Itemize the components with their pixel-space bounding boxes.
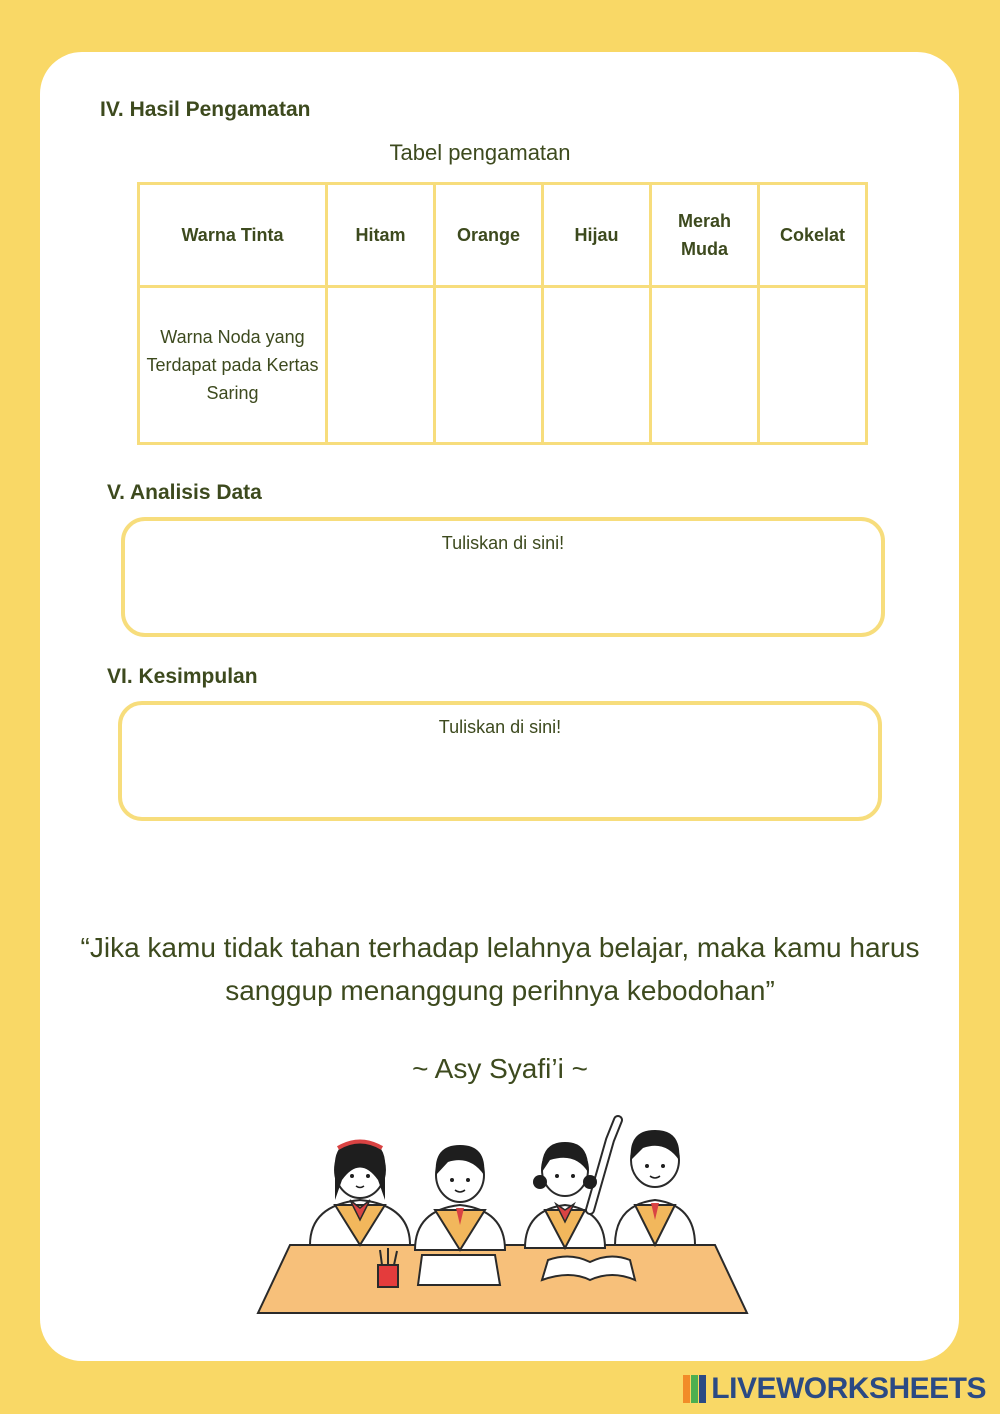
section-heading-hasil-pengamatan: IV. Hasil Pengamatan <box>100 98 311 121</box>
answer-cell-orange[interactable] <box>435 287 543 444</box>
liveworksheets-brand[interactable] <box>683 1372 986 1406</box>
quote-text: “Jika kamu tidak tahan terhadap lelahnya belajar, maka kamu harus sanggup menanggung perihnya kebodohan” <box>80 932 920 1006</box>
answer-cell-cokelat[interactable] <box>759 287 867 444</box>
student-boy-center-left-icon <box>415 1145 505 1250</box>
table-row <box>139 287 867 444</box>
answer-cell-hijau[interactable] <box>543 287 651 444</box>
section-heading-kesimpulan: VI. Kesimpulan <box>107 665 258 688</box>
table-header-orange: Orange <box>435 184 543 287</box>
student-girl-left-icon <box>310 1140 410 1245</box>
students-illustration <box>250 1100 750 1315</box>
brand-name: LIVEWORKSHEETS <box>711 1372 986 1405</box>
student-boy-right-icon <box>615 1130 695 1245</box>
analisis-data-input[interactable] <box>141 565 865 621</box>
student-girl-raising-hand-icon <box>525 1120 618 1248</box>
analisis-data-hint: Tuliskan di sini! <box>441 533 565 553</box>
kesimpulan-input[interactable] <box>138 749 862 805</box>
table-header-hitam: Hitam <box>327 184 435 287</box>
observation-table <box>137 182 868 445</box>
answer-cell-hitam[interactable] <box>327 287 435 444</box>
kesimpulan-answer-box[interactable] <box>118 701 882 821</box>
table-header-row <box>139 184 867 287</box>
liveworksheets-logo-icon <box>683 1375 707 1403</box>
table-row-label: Warna Noda yang Terdapat pada Kertas Saring <box>139 287 327 444</box>
table-header-hijau: Hijau <box>543 184 651 287</box>
table-header-ink-color: Warna Tinta <box>139 184 327 287</box>
answer-cell-merah-muda[interactable] <box>651 287 759 444</box>
kesimpulan-hint: Tuliskan di sini! <box>438 717 562 737</box>
table-header-cokelat: Cokelat <box>759 184 867 287</box>
table-header-merah-muda: Merah Muda <box>651 184 759 287</box>
section-heading-analisis-data: V. Analisis Data <box>107 481 262 504</box>
quote-author: ~ Asy Syafi’i ~ <box>412 1053 588 1084</box>
table-caption: Tabel pengamatan <box>389 140 571 165</box>
analisis-data-answer-box[interactable] <box>121 517 885 637</box>
